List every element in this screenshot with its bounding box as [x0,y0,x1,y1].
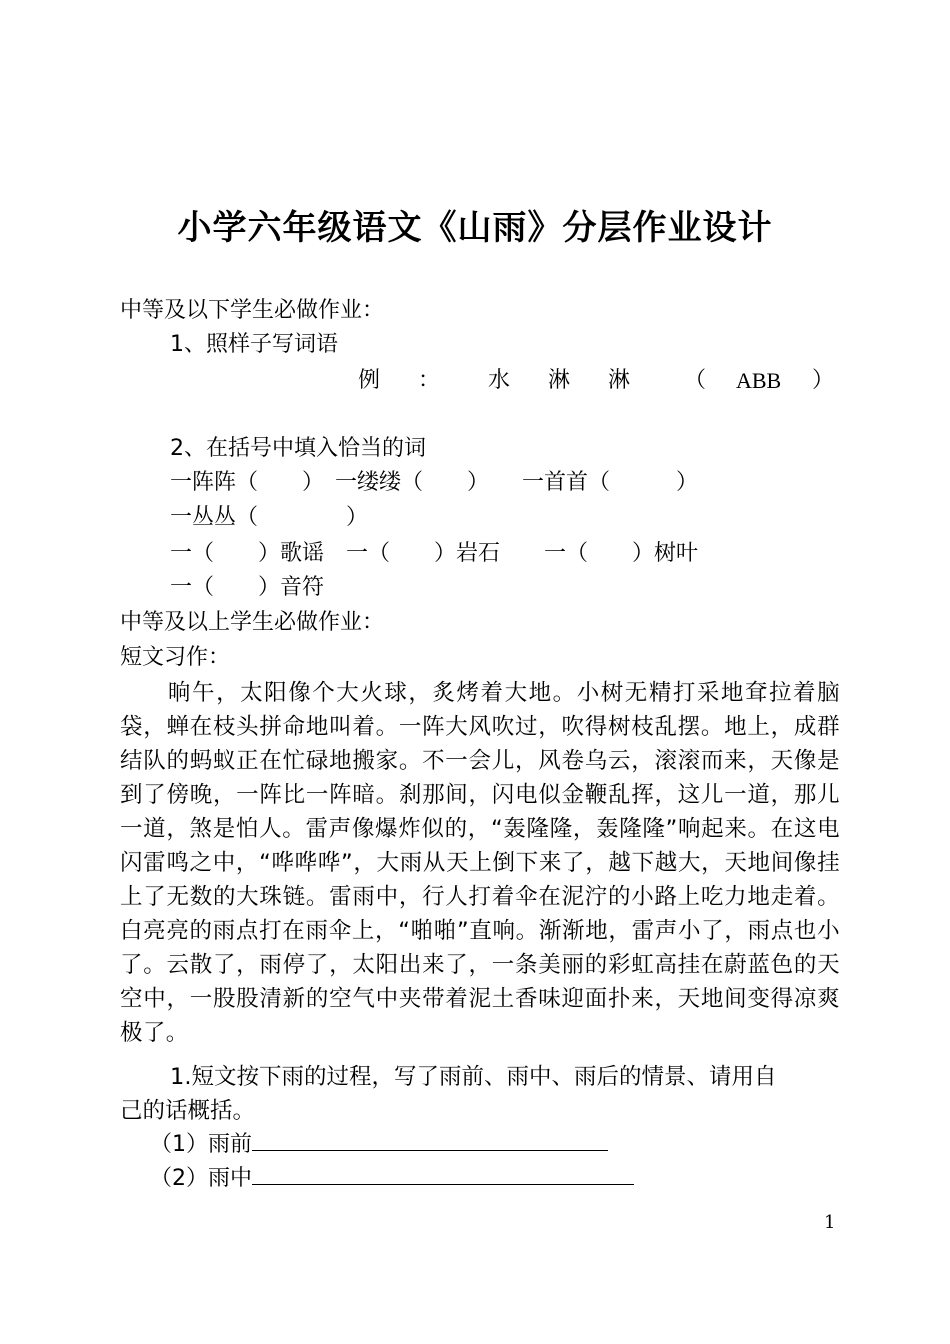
answer-line-before [150,1130,608,1160]
answer-label: （1）雨前 [150,1132,252,1157]
passage-paragraph: 晌午，太阳像个大火球，炙烤着大地。小树无精打采地耷拉着脑袋，蝉在枝头拼命地叫着。一阵大风吹过，吹得树枝乱摆。地上，成群结队的蚂蚁正在忙碌地搬家。不一会儿，风卷乌云，滚滚而来，天像是到了傍晚，一阵比一阵暗。刹那间，闪电似金鞭乱挥，这儿一道，那儿一道，煞是怕人。雷声像爆炸似的，“轰隆隆，轰隆隆”响起来。在这电闪雷鸣之中，“哗哗哗”，大雨从天上倒下来了，越下越大，天地间像挂上了无数的大珠链。雷雨中，行人打着伞在泥泞的小路上吃力地走着。白亮亮的雨点打在雨伞上，“啪啪”直响。渐渐地，雷声小了，雨点也小了。云散了，雨停了，太阳出来了，一条美丽的彩虹高挂在蔚蓝色的天空中，一股股清新的空气中夹带着泥土香味迎面扑来，天地间变得凉爽极了。 [120,680,840,1046]
answer-blank[interactable] [252,1164,634,1185]
example-char: 淋 [608,368,631,393]
example-pattern: ABB [736,368,782,393]
page-title: 小学六年级语文《山雨》分层作业设计 [177,208,773,248]
fill-row: 一（ ）歌谣 一（ ）岩石 一（ ）树叶 [170,541,699,566]
fill-row: 一（ ）音符 [170,575,325,600]
fill-row: 一丛丛（ ） [170,505,369,530]
example-char: 淋 [548,368,571,393]
section2-heading: 中等及以上学生必做作业： [120,610,385,635]
section1-heading: 中等及以下学生必做作业： [120,298,385,323]
question1-text-cont: 己的话概括。 [120,1098,256,1124]
example-colon: ： [418,368,441,393]
fill-row: 一阵阵（ ） 一缕缕（ ） 一首首（ ） [170,470,699,495]
question1-label: 1、照样子写词语 [170,332,338,357]
example-row [0,366,950,396]
answer-line-during [150,1164,634,1194]
answer-blank[interactable] [252,1130,608,1151]
question2-label: 2、在括号中填入恰当的词 [170,436,426,461]
example-char: 例 [358,368,381,393]
example-paren-open: （ [684,368,707,393]
example-char: 水 [488,368,511,393]
example-paren-close: ） [812,368,835,393]
answer-label: （2）雨中 [150,1166,252,1191]
page-number: 1 [824,1212,836,1233]
section2-subheading: 短文习作： [120,645,231,670]
question1-text: 1.短文按下雨的过程，写了雨前、雨中、雨后的情景、请用自 [170,1064,777,1090]
